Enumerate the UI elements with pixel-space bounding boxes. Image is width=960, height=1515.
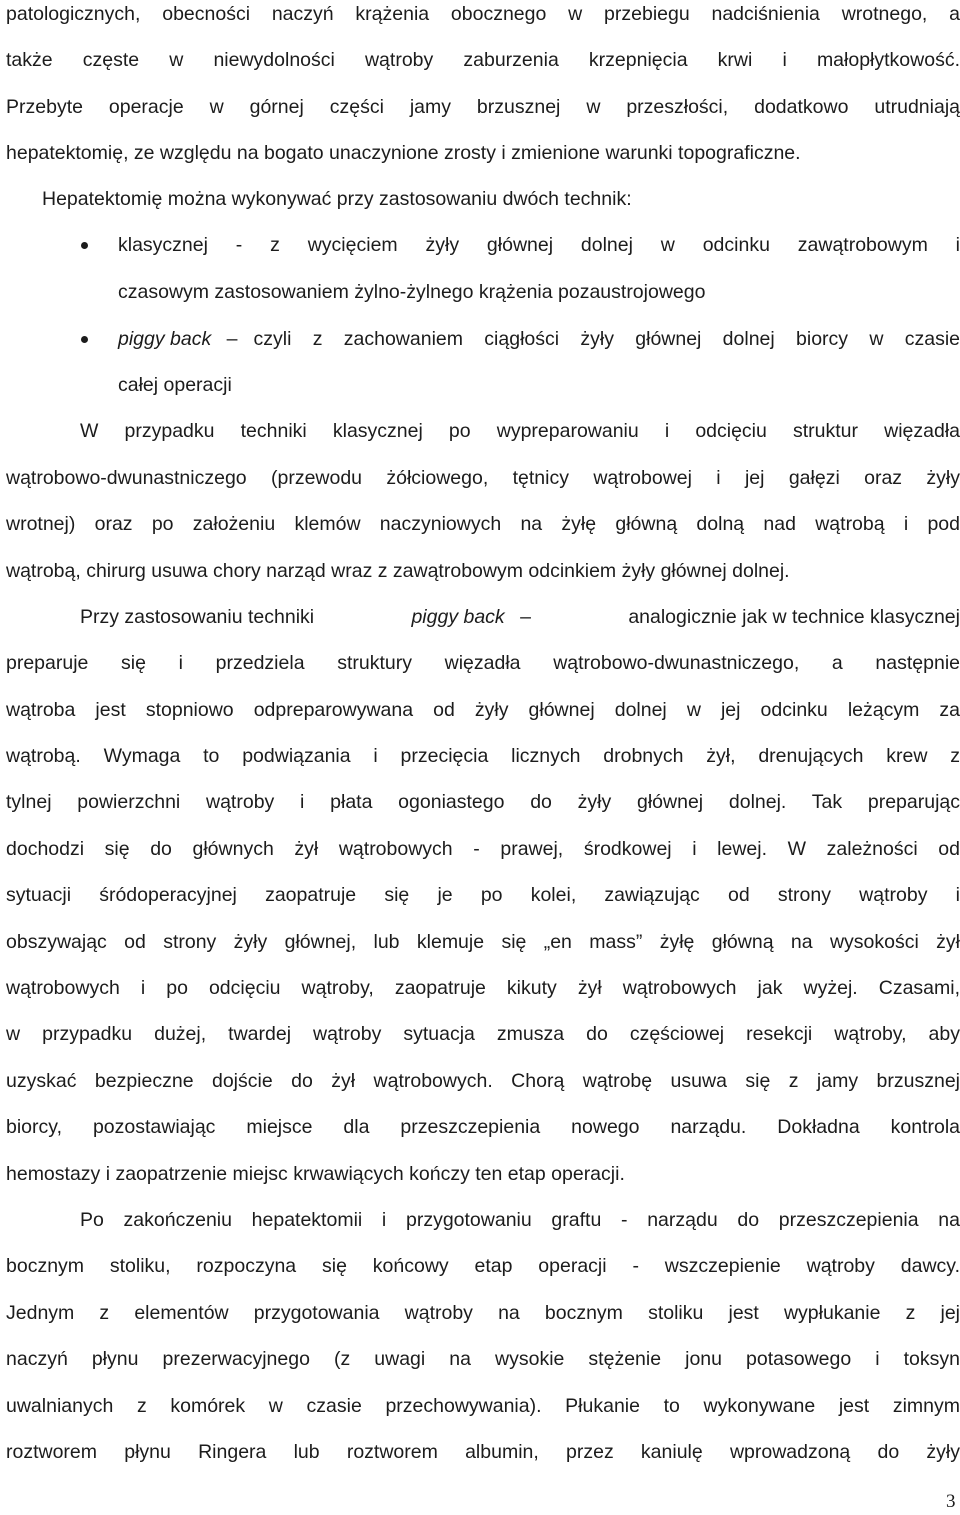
bullet-icon	[81, 336, 88, 343]
text-line: Przebyte operacje w górnej części jamy brzusznej w przeszłości, dodatkowo utrudniają	[6, 96, 960, 118]
list-item-text	[118, 326, 960, 352]
text-line: wątrobą, chirurg usuwa chory narząd wraz z zawątrobowym odcinkiem żyły głównej dolnej.	[6, 560, 790, 582]
list-item-text: całej operacji	[118, 374, 232, 396]
page-number: 3	[946, 1491, 956, 1512]
text-line: W przypadku techniki klasycznej po wypreparowaniu i odcięciu struktur więzadła	[80, 420, 960, 442]
text-line: obszywając od strony żyły głównej, lub klemuje się „en mass” żyłę główną na wysokości żył	[6, 931, 960, 953]
text-line: roztworem płynu Ringera lub roztworem albumin, przez kaniulę wprowadzoną do żyły	[6, 1441, 960, 1463]
bullet-icon	[81, 242, 88, 249]
text-line: wątrobowych i po odcięciu wątroby, zaopatruje kikuty żył wątrobowych jak wyżej. Czasami,	[6, 977, 960, 999]
text-line: biorcy, pozostawiając miejsce dla przeszczepienia nowego narządu. Dokładna kontrola	[6, 1116, 960, 1138]
text-fragment: Przy zastosowaniu techniki	[80, 606, 315, 628]
text-line: Po zakończeniu hepatektomii i przygotowaniu graftu - narządu do przeszczepienia na	[80, 1209, 960, 1231]
italic-term: piggy back	[118, 328, 212, 350]
text-line: w przypadku dużej, twardej wątroby sytuacja zmusza do częściowej resekcji wątroby, aby	[6, 1023, 960, 1045]
text-line: naczyń płynu prezerwacyjnego (z uwagi na wysokie stężenie jonu potasowego i toksyn	[6, 1348, 960, 1370]
text-line: Hepatektomię można wykonywać przy zastosowaniu dwóch technik:	[42, 188, 632, 210]
text-line: wątroba jest stopniowo odpreparowywana od żyły głównej dolnej w jej odcinku leżącym za	[6, 699, 960, 721]
list-item-continuation: czyli z zachowaniem ciągłości żyły głównej dolnej biorcy w czasie	[253, 328, 960, 350]
list-item-text: czasowym zastosowaniem żylno-żylnego krążenia pozaustrojowego	[118, 281, 706, 303]
text-line: tylnej powierzchni wątroby i płata ogoniastego do żyły głównej dolnej. Tak preparując	[6, 791, 960, 813]
text-line: bocznym stoliku, rozpoczyna się końcowy etap operacji - wszczepienie wątroby dawcy.	[6, 1255, 960, 1277]
text-line: patologicznych, obecności naczyń krążenia obocznego w przebiegu nadciśnienia wrotnego, a	[6, 3, 960, 25]
italic-term: piggy back	[411, 606, 505, 628]
text-line: sytuacji śródoperacyjnej zaopatruje się je po kolei, zawiązując od strony wątroby i	[6, 884, 960, 906]
text-fragment: analogicznie jak w technice klasycznej	[628, 606, 960, 628]
text-line	[80, 604, 960, 630]
text-line: uzyskać bezpieczne dojście do żył wątrobowych. Chorą wątrobę usuwa się z jamy brzusznej	[6, 1070, 960, 1092]
text-line: także częste w niewydolności wątroby zaburzenia krzepnięcia krwi i małopłytkowość.	[6, 49, 960, 71]
text-line: wrotnej) oraz po założeniu klemów naczyniowych na żyłę główną dolną nad wątrobą i pod	[6, 513, 960, 535]
text-line: uwalnianych z komórek w czasie przechowywania). Płukanie to wykonywane jest zimnym	[6, 1395, 960, 1417]
list-item-text: klasycznej - z wycięciem żyły głównej dolnej w odcinku zawątrobowym i	[118, 234, 960, 256]
text-line: dochodzi się do głównych żył wątrobowych - prawej, środkowej i lewej. W zależności od	[6, 838, 960, 860]
text-line: hepatektomię, ze względu na bogato unaczynione zrosty i zmienione warunki topograficzne.	[6, 142, 801, 164]
text-line: wątrobowo-dwunastniczego (przewodu żółciowego, tętnicy wątrobowej i jej gałęzi oraz żyły	[6, 467, 960, 489]
text-line: Jednym z elementów przygotowania wątroby na bocznym stoliku jest wypłukanie z jej	[6, 1302, 960, 1324]
dash: –	[520, 606, 531, 628]
dash: –	[226, 328, 238, 350]
text-line: wątrobą. Wymaga to podwiązania i przecięcia licznych drobnych żył, drenujących krew z	[6, 745, 960, 767]
text-line: hemostazy i zaopatrzenie miejsc krwawiących kończy ten etap operacji.	[6, 1163, 625, 1185]
text-line: preparuje się i przedziela struktury więzadła wątrobowo-dwunastniczego, a następnie	[6, 652, 960, 674]
